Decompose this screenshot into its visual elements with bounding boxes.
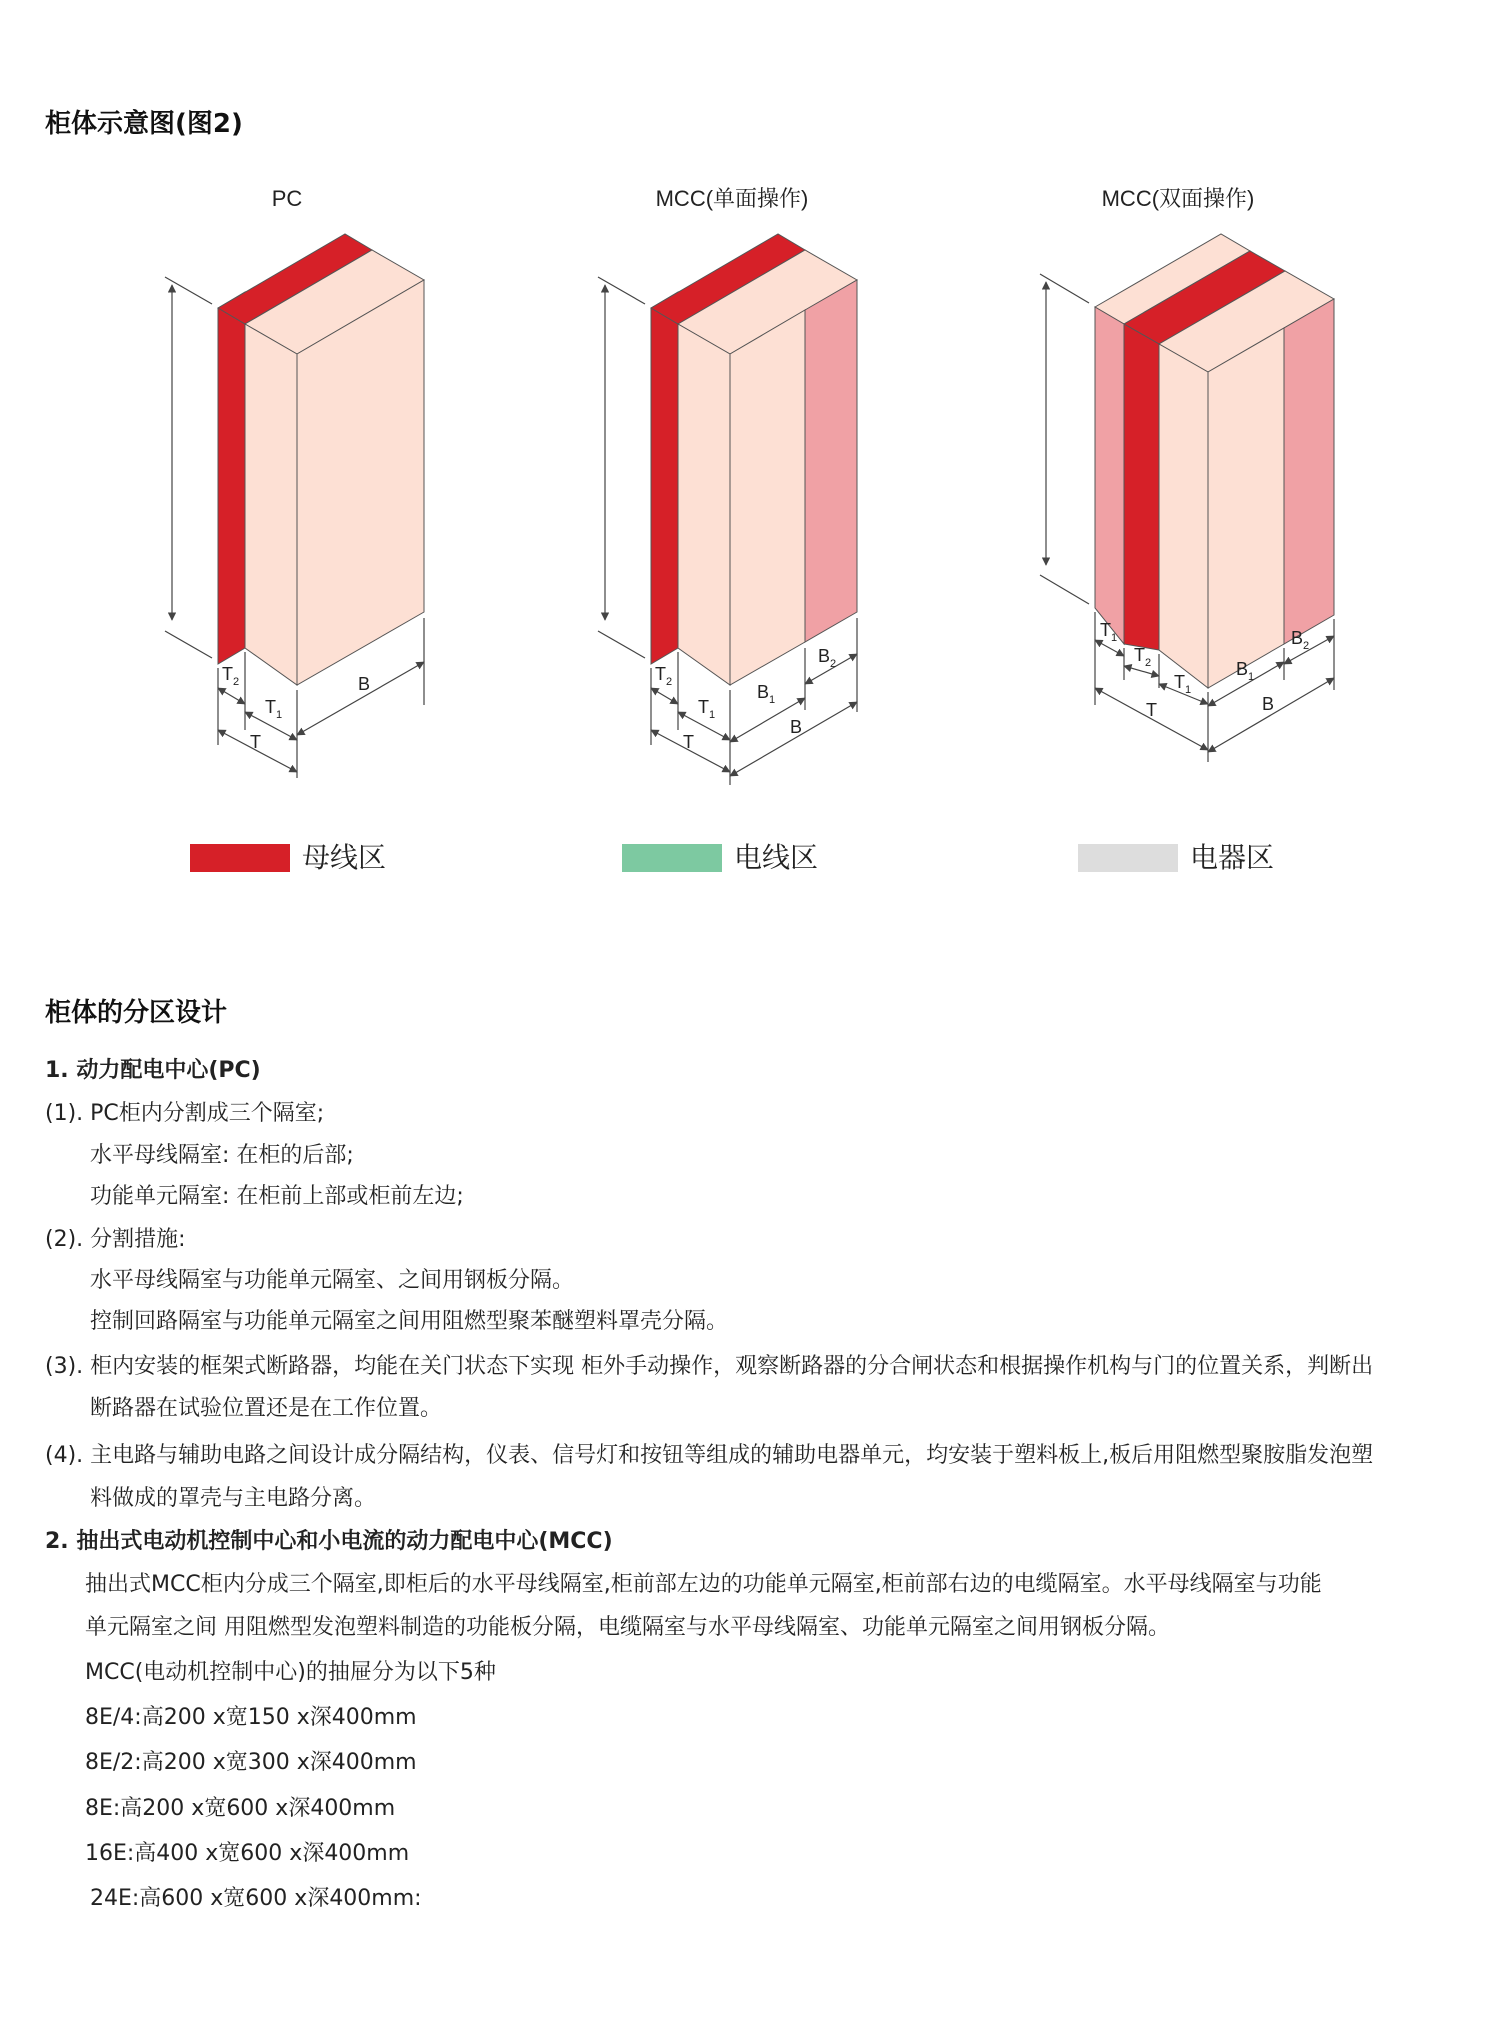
svg-text:B2	[818, 646, 836, 670]
mcc-double-label-t2-sub: 2	[1145, 657, 1152, 669]
mcc-single-label-t1: T	[698, 697, 709, 717]
legend-electrical-swatch	[1078, 844, 1178, 872]
mcc-double-cabinet	[1040, 186, 1334, 762]
svg-text:T1	[265, 697, 282, 721]
mcc-double-label-t1b: T	[1174, 672, 1185, 692]
text-line: MCC(电动机控制中心)的抽屉分为以下5种	[85, 1660, 496, 1685]
text-line: (2). 分割措施:	[45, 1227, 186, 1252]
drawer-spec: 16E:高400 x宽600 x深400mm	[85, 1841, 410, 1866]
pc-label-t2-sub: 2	[233, 676, 240, 688]
mcc-double-label-b2: B	[1291, 628, 1304, 648]
mcc-single-label-b1-sub: 1	[769, 694, 776, 706]
pc-title: PC	[271, 186, 303, 211]
mcc-double-label-b: B	[1262, 694, 1275, 714]
svg-text:T2	[222, 664, 239, 688]
mcc-double-right-cable-face	[1284, 299, 1334, 644]
section-title-zoning-design: 柜体的分区设计	[45, 998, 228, 1028]
mcc-double-left-cable-face	[1095, 307, 1124, 644]
mcc-single-label-b2: B	[818, 646, 831, 666]
mcc-single-label-t: T	[683, 732, 694, 752]
mcc-double-electrical-face	[1208, 328, 1284, 688]
text-line: (1). PC柜内分割成三个隔室;	[45, 1101, 325, 1126]
mcc-double-label-t1b-sub: 1	[1185, 684, 1192, 696]
legend-cable-swatch	[622, 844, 722, 872]
text-line: 水平母线隔室与功能单元隔室、之间用钢板分隔。	[90, 1268, 575, 1293]
pc-label-t2: T	[222, 664, 233, 684]
text-line: 功能单元隔室: 在柜前上部或柜前左边;	[90, 1184, 464, 1209]
text-line: 料做成的罩壳与主电路分离。	[90, 1486, 377, 1511]
mcc-single-busbar-front	[651, 292, 678, 664]
mcc-single-label-t2: T	[655, 664, 666, 684]
drawer-spec: 24E:高600 x宽600 x深400mm:	[90, 1886, 422, 1911]
text-line: 抽出式MCC柜内分成三个隔室,即柜后的水平母线隔室,柜前部左边的功能单元隔室,柜前部右边的电缆隔室。水平母线隔室与功能	[85, 1572, 1322, 1597]
pc-busbar-front	[218, 292, 245, 664]
svg-text:B2	[1291, 628, 1309, 652]
drawer-spec: 8E/2:高200 x宽300 x深400mm	[85, 1750, 417, 1775]
pc-label-t1-sub: 1	[276, 709, 283, 721]
legend-busbar-swatch	[190, 844, 290, 872]
mcc-double-label-b1-sub: 1	[1248, 671, 1255, 683]
mcc-single-title: MCC(单面操作)	[655, 186, 809, 211]
pc-cabinet	[165, 186, 424, 778]
svg-text:T1	[698, 697, 715, 721]
drawer-spec: 8E/4:高200 x宽150 x深400mm	[85, 1705, 417, 1730]
mcc-single-label-b: B	[790, 717, 803, 737]
mcc-single-label-t1-sub: 1	[709, 709, 716, 721]
legend-electrical-label: 电器区	[1190, 841, 1275, 874]
cabinet-diagram	[0, 170, 1500, 900]
svg-text:B1	[757, 682, 775, 706]
text-line: 控制回路隔室与功能单元隔室之间用阻燃型聚苯醚塑料罩壳分隔。	[90, 1309, 729, 1334]
text-line: (3). 柜内安装的框架式断路器，均能在关门状态下实现 柜外手动操作，观察断路器的分合闸状态和根据操作机构与门的位置关系，判断出	[45, 1354, 1374, 1379]
pc-label-b: B	[358, 674, 371, 694]
text-line: (4). 主电路与辅助电路之间设计成分隔结构，仪表、信号灯和按钮等组成的辅助电器单元，均安装于塑料板上,板后用阻燃型聚胺脂发泡塑	[45, 1443, 1374, 1468]
mcc-single-cable-face	[805, 280, 857, 642]
pc-label-t1: T	[265, 697, 276, 717]
pc-left-face	[245, 324, 297, 685]
legend-busbar-label: 母线区	[302, 841, 387, 874]
drawer-spec: 8E:高200 x宽600 x深400mm	[85, 1796, 396, 1821]
heading-pc: 1. 动力配电中心(PC)	[45, 1058, 261, 1083]
mcc-double-label-t2: T	[1134, 645, 1145, 665]
mcc-double-title: MCC(双面操作)	[1101, 186, 1255, 211]
mcc-double-label-t1a-sub: 1	[1111, 632, 1118, 644]
mcc-single-label-b2-sub: 2	[830, 658, 837, 670]
legend-cable-label: 电线区	[734, 841, 819, 874]
mcc-single-left-face	[678, 324, 730, 685]
text-line: 单元隔室之间 用阻燃型发泡塑料制造的功能板分隔，电缆隔室与水平母线隔室、功能单元隔室之间用钢板分隔。	[85, 1615, 1170, 1640]
mcc-double-left-face	[1159, 344, 1208, 688]
pc-label-t: T	[250, 732, 261, 752]
mcc-double-label-b2-sub: 2	[1303, 640, 1310, 652]
text-line: 水平母线隔室: 在柜的后部;	[90, 1143, 354, 1168]
mcc-double-busbar-front	[1124, 324, 1159, 650]
mcc-double-label-t1a: T	[1100, 620, 1111, 640]
mcc-single-label-b1: B	[757, 682, 770, 702]
mcc-double-label-t: T	[1146, 700, 1157, 720]
svg-text:T1	[1174, 672, 1191, 696]
mcc-single-cabinet	[598, 186, 857, 785]
mcc-single-label-t2-sub: 2	[666, 676, 673, 688]
section-title-cabinet-diagram: 柜体示意图(图2)	[45, 109, 243, 139]
text-line: 断路器在试验位置还是在工作位置。	[90, 1396, 443, 1421]
heading-mcc: 2. 抽出式电动机控制中心和小电流的动力配电中心(MCC)	[45, 1529, 613, 1554]
mcc-single-electrical-face	[730, 310, 805, 685]
svg-text:T2	[655, 664, 672, 688]
mcc-double-label-b1: B	[1236, 659, 1249, 679]
